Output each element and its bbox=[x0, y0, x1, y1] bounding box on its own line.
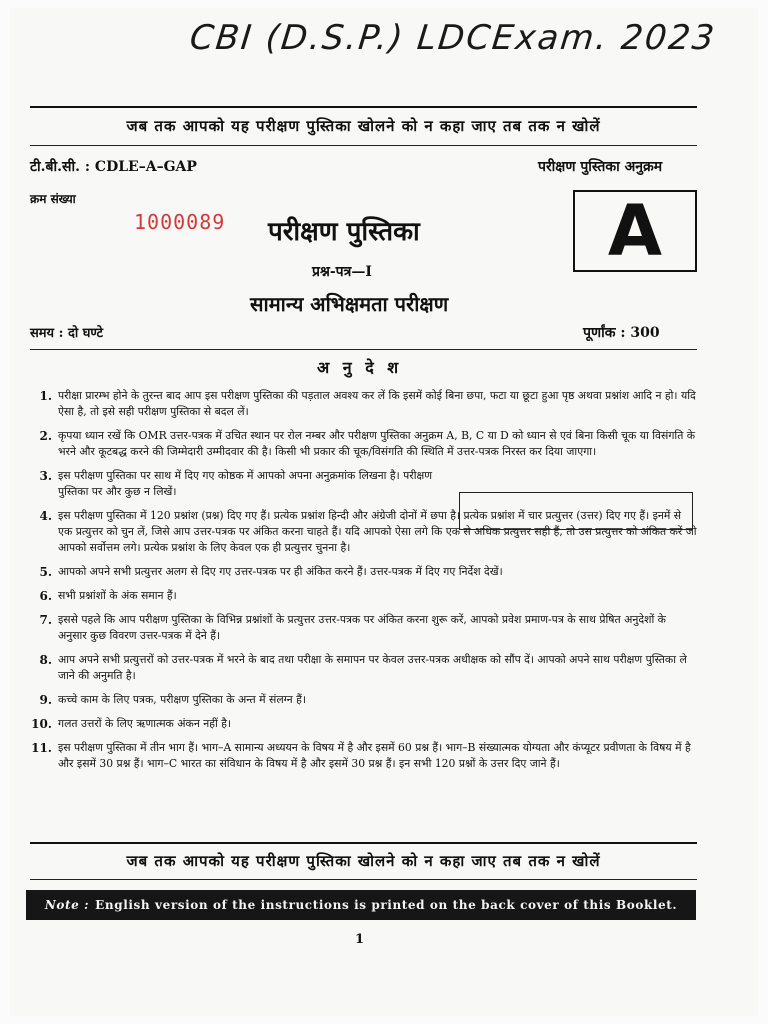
instruction-item bbox=[30, 428, 698, 460]
instruction-item bbox=[30, 740, 698, 772]
instruction-text: इस परीक्षण पुस्तिका में 120 प्रश्नांश (प्रश्न) दिए गए हैं। प्रत्येक प्रश्नांश हिन्दी और अंग्रेजी दोनों में छपा है। प्रत्येक प्रश्नांश में चार प्रत्युत्तर (उत्तर) दिए गए हैं। इनमें से एक प्रत्युत्तर को चुन लें, जिसे आप उत्तर-पत्रक पर अंकित करना चाहते हैं। यदि आपको ऐसा लगे कि एक से अधिक प्रत्युत्तर सही हैं, तो उस प्रत्युत्तर को अंकित करें जो आपको सर्वोत्तम लगे। प्रत्येक प्रश्नांश के लिए केवल एक ही प्रत्युत्तर चुनना है। bbox=[58, 509, 697, 554]
instruction-number: 8. bbox=[39, 653, 52, 667]
instruction-item bbox=[30, 652, 698, 684]
instruction-number: 11. bbox=[31, 741, 52, 755]
instruction-text: कच्चे काम के लिए पत्रक, परीक्षण पुस्तिका के अन्त में संलग्न हैं। bbox=[58, 693, 306, 706]
instruction-text: इससे पहले कि आप परीक्षण पुस्तिका के विभिन्न प्रश्नांशों के प्रत्युत्तर उत्तर-पत्रक पर अंकित करना शुरू करें, आपको प्रवेश प्रमाण-पत्र के साथ प्रेषित अनुदेशों के अनुसार कुछ विवरण उत्तर-पत्रक में देने हैं। bbox=[58, 613, 666, 642]
instruction-number: 6. bbox=[39, 589, 52, 603]
series-box bbox=[573, 190, 697, 272]
serial-label: क्रम संख्या bbox=[30, 192, 76, 206]
rule-under-bottom-banner bbox=[30, 879, 697, 880]
instruction-number: 3. bbox=[39, 469, 52, 483]
max-marks: पूर्णांक : 300 bbox=[583, 325, 660, 341]
instruction-item bbox=[30, 564, 698, 580]
instruction-item bbox=[30, 692, 698, 708]
rule-under-banner bbox=[30, 145, 697, 146]
instruction-text: इस परीक्षण पुस्तिका पर साथ में दिए गए कोष्ठक में आपको अपना अनुक्रमांक लिखना है। परीक्षण पुस्तिका पर और कुछ न लिखें। bbox=[58, 469, 433, 498]
instruction-text: गलत उत्तरों के लिए ऋणात्मक अंकन नहीं है। bbox=[58, 717, 232, 730]
paper-label: प्रश्न-पत्र—I bbox=[312, 264, 372, 280]
page-number: 1 bbox=[355, 932, 365, 947]
instruction-text: परीक्षा प्रारम्भ होने के तुरन्त बाद आप इस परीक्षण पुस्तिका की पड़ताल अवश्य कर लें कि इसमें कोई बिना छपा, फटा या छूटा हुआ पृष्ठ अथवा प्रश्नांश आदि न हो। यदि ऐसा है, तो इसे सही परीक्षण पुस्तिका से बदल लें। bbox=[58, 389, 696, 418]
serial-number: 1000089 bbox=[134, 210, 226, 234]
instruction-item bbox=[30, 388, 698, 420]
instruction-number: 10. bbox=[31, 717, 52, 731]
instruction-item bbox=[30, 716, 698, 732]
instruction-number: 4. bbox=[39, 509, 52, 523]
instruction-text: कृपया ध्यान रखें कि OMR उत्तर-पत्रक में उचित स्थान पर रोल नम्बर और परीक्षण पुस्तिका अनुक्रम A, B, C या D को ध्यान से एवं बिना किसी चूक या विसंगति के भरने और कूटबद्ध करने की जिम्मेदारी उम्मीदवार की है। किसी भी प्रकार की चूक/विसंगति की स्थिति में उत्तर-पत्रक निरस्त कर दिया जाएगा। bbox=[58, 429, 696, 458]
series-letter: A bbox=[607, 190, 663, 272]
instruction-item bbox=[30, 612, 698, 644]
top-rule bbox=[30, 106, 697, 108]
series-label: परीक्षण पुस्तिका अनुक्रम bbox=[538, 159, 663, 175]
note-text: English version of the instructions is printed on the back cover of this Booklet. bbox=[95, 898, 678, 912]
booklet-title: परीक्षण पुस्तिका bbox=[268, 217, 420, 247]
rule-above-instructions bbox=[30, 349, 697, 350]
time-allowed: समय : दो घण्टे bbox=[30, 326, 104, 341]
instruction-number: 7. bbox=[39, 613, 52, 627]
instruction-number: 1. bbox=[39, 389, 52, 403]
handwritten-title: CBI (D.S.P.) LDCExam. 2023 bbox=[187, 18, 718, 58]
instruction-item bbox=[30, 588, 698, 604]
warning-banner-bottom: जब तक आपको यह परीक्षण पुस्तिका खोलने को न कहा जाए तब तक न खोलें bbox=[126, 852, 601, 870]
instruction-number: 5. bbox=[39, 565, 52, 579]
note-label: Note : bbox=[44, 898, 90, 912]
rule-above-bottom-banner bbox=[30, 842, 697, 844]
instructions-list bbox=[30, 388, 698, 780]
roll-number-box[interactable] bbox=[459, 492, 693, 530]
instruction-text: आप अपने सभी प्रत्युत्तरों को उत्तर-पत्रक में भरने के बाद तथा परीक्षा के समापन पर केवल उत्तर-पत्रक अधीक्षक को सौंप दें। आपको अपने साथ परीक्षण पुस्तिका ले जाने की अनुमति है। bbox=[58, 653, 687, 682]
instruction-number: 9. bbox=[39, 693, 52, 707]
instruction-text: आपको अपने सभी प्रत्युत्तर अलग से दिए गए उत्तर-पत्रक पर ही अंकित करने हैं। उत्तर-पत्रक में दिए गए निर्देश देखें। bbox=[58, 565, 503, 578]
tbc-code: टी.बी.सी. : CDLE–A–GAP bbox=[30, 159, 197, 175]
subject-title: सामान्य अभिक्षमता परीक्षण bbox=[250, 292, 449, 316]
instruction-number: 2. bbox=[39, 429, 52, 443]
warning-banner-top: जब तक आपको यह परीक्षण पुस्तिका खोलने को न कहा जाए तब तक न खोलें bbox=[126, 117, 601, 135]
note-bar bbox=[26, 890, 696, 920]
instruction-text: इस परीक्षण पुस्तिका में तीन भाग हैं। भाग–A सामान्य अध्ययन के विषय में है और इसमें 60 प्रश्न हैं। भाग–B संख्यात्मक योग्यता और कंप्यूटर प्रवीणता के विषय में है और इसमें 30 प्रश्न हैं। भाग–C भारत का संविधान के विषय में है और इसमें 30 प्रश्न हैं। इन सभी 120 प्रश्नों के उत्तर दिए जाने हैं। bbox=[58, 741, 691, 770]
instruction-text: सभी प्रश्नांशों के अंक समान हैं। bbox=[58, 589, 177, 602]
instructions-heading: अ नु दे श bbox=[317, 358, 403, 377]
